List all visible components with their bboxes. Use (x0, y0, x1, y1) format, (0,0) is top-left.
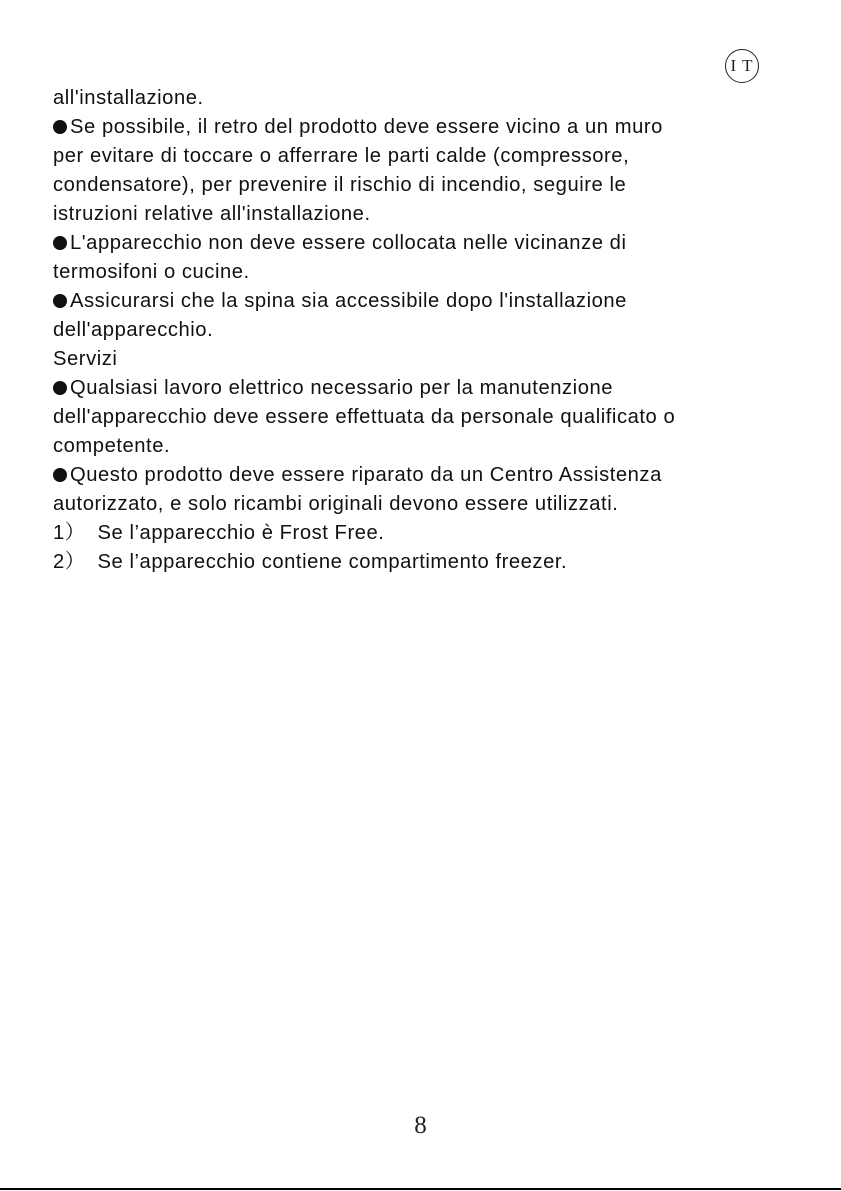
bullet-line (53, 229, 813, 258)
text-line (53, 171, 813, 200)
text-line (53, 200, 813, 229)
text-line (53, 490, 813, 519)
line-text: termosifoni o cucine. (53, 261, 250, 283)
line-text: Questo prodotto deve essere riparato da un Centro Assistenza (70, 464, 662, 486)
line-text: dell'apparecchio deve essere effettuata da personale qualificato o (53, 406, 676, 428)
text-line (53, 345, 813, 374)
line-text: L'apparecchio non deve essere collocata nelle vicinanze di (70, 232, 627, 254)
bottom-rule (0, 1188, 841, 1190)
text-line (53, 258, 813, 287)
line-text: Se l’apparecchio è Frost Free. (97, 522, 385, 544)
language-code: I T (730, 56, 754, 75)
text-line (53, 432, 813, 461)
line-text: competente. (53, 435, 171, 457)
language-badge (725, 49, 759, 83)
bullet-line (53, 113, 813, 142)
line-text: Se possibile, il retro del prodotto deve essere vicino a un muro (70, 116, 663, 138)
bullet-icon (53, 468, 67, 482)
body-text (53, 84, 813, 577)
numbered-line (53, 548, 813, 577)
text-line (53, 142, 813, 171)
line-text: Se l’apparecchio contiene compartimento freezer. (97, 551, 568, 573)
line-text: all'installazione. (53, 87, 204, 109)
text-line (53, 84, 813, 113)
bullet-icon (53, 381, 67, 395)
line-text: istruzioni relative all'installazione. (53, 203, 371, 225)
text-line (53, 316, 813, 345)
line-text: dell'apparecchio. (53, 319, 214, 341)
bullet-icon (53, 294, 67, 308)
line-text: Servizi (53, 348, 118, 370)
bullet-line (53, 287, 813, 316)
bullet-icon (53, 236, 67, 250)
line-text: condensatore), per prevenire il rischio di incendio, seguire le (53, 174, 627, 196)
line-text: Assicurarsi che la spina sia accessibile dopo l'installazione (70, 290, 627, 312)
bullet-line (53, 374, 813, 403)
bullet-line (53, 461, 813, 490)
numbered-line (53, 519, 813, 548)
line-text: per evitare di toccare o afferrare le parti calde (compressore, (53, 145, 630, 167)
bullet-icon (53, 120, 67, 134)
line-text: Qualsiasi lavoro elettrico necessario per la manutenzione (70, 377, 614, 399)
page-number: 8 (414, 1112, 427, 1139)
list-number: 2） (53, 551, 86, 573)
list-number: 1） (53, 522, 86, 544)
text-line (53, 403, 813, 432)
line-text: autorizzato, e solo ricambi originali devono essere utilizzati. (53, 493, 619, 515)
